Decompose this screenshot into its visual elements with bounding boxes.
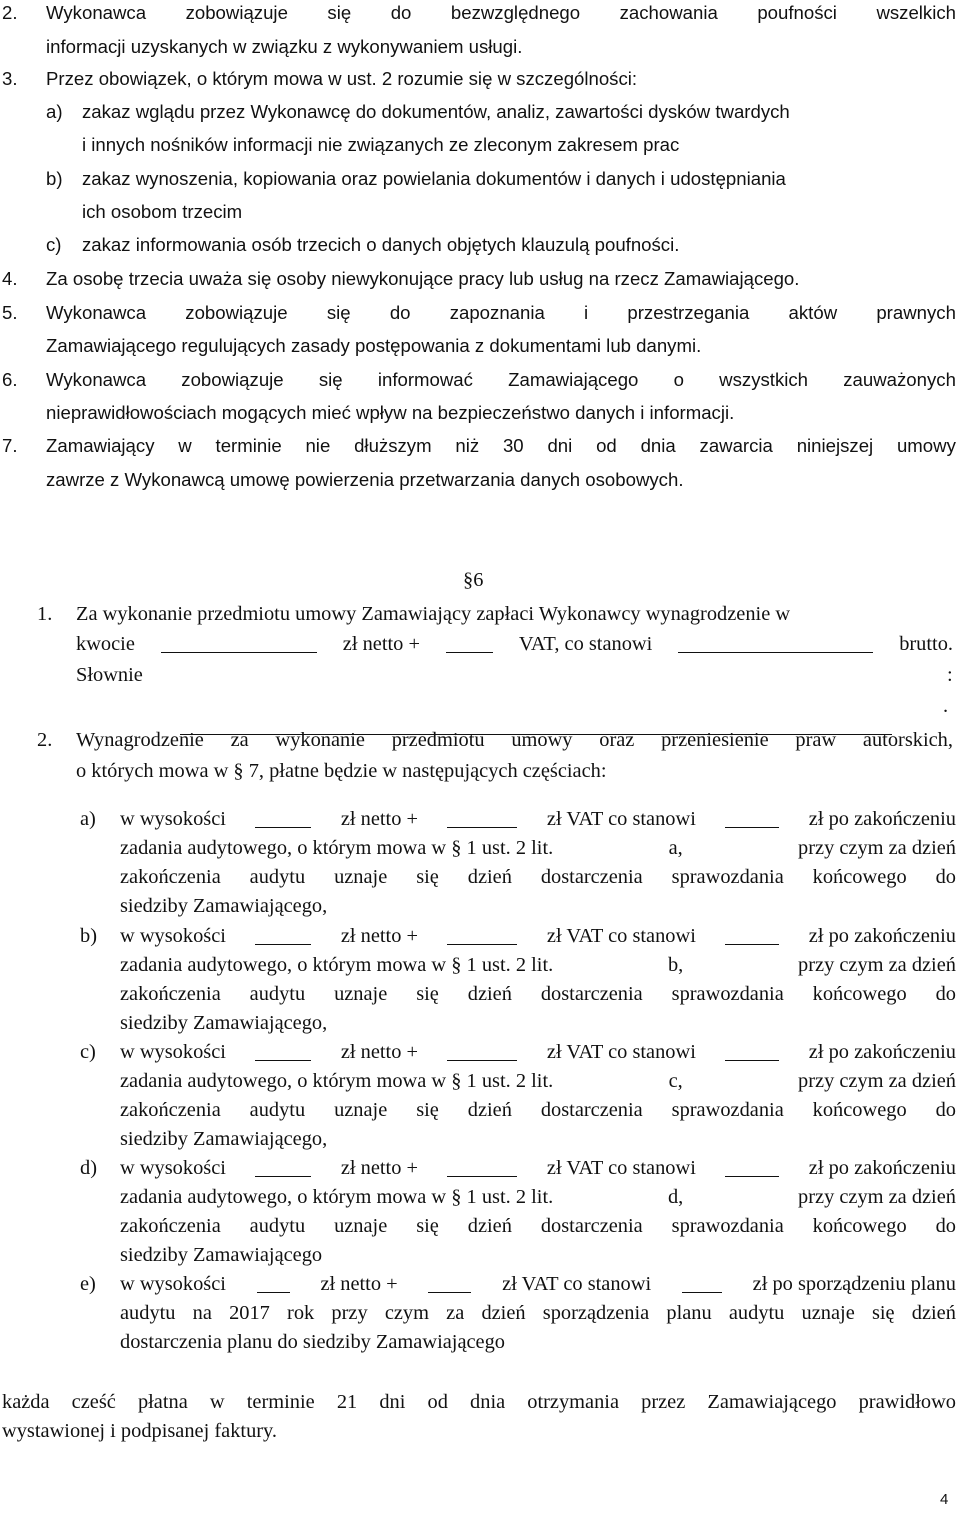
para-3-number: 3. — [2, 68, 18, 89]
zakonczenia — [120, 984, 956, 1004]
net-blank[interactable] — [255, 1042, 311, 1061]
word: się — [326, 302, 351, 323]
word: dostarczenia — [540, 866, 643, 888]
word: dostarczenia — [540, 983, 643, 1005]
word: 21 — [336, 1391, 358, 1413]
word: od — [427, 1391, 448, 1413]
word: 2017 — [229, 1302, 270, 1324]
przy-czym: przy czym za dzień — [798, 837, 956, 859]
item-line-2 — [120, 838, 956, 858]
zadania: zadania audytowego, o którym mowa w § 1 ust. 2 lit. — [120, 837, 554, 859]
word: terminie — [215, 435, 282, 456]
word: dni — [547, 435, 573, 456]
word: się — [871, 1302, 895, 1324]
word: płatna — [137, 1391, 188, 1413]
word: 30 — [502, 435, 524, 456]
word: Wykonawca — [46, 369, 147, 390]
gross-amount-blank[interactable] — [678, 634, 873, 653]
item-letter: b) — [80, 925, 97, 947]
word: uznaje — [334, 866, 388, 888]
zadania: zadania audytowego, o którym mowa w § 1 ust. 2 lit. — [120, 1070, 554, 1092]
para-b2-line-1 — [76, 730, 953, 750]
word: końcowego — [812, 866, 907, 888]
word: końcowego — [812, 1099, 907, 1121]
gross-blank[interactable] — [725, 1158, 779, 1177]
w-wysokosci: w wysokości — [120, 1157, 226, 1179]
word: audytu — [120, 1302, 176, 1324]
word: w — [178, 435, 192, 456]
vat-blank[interactable] — [428, 1274, 471, 1293]
word: zapoznania — [449, 302, 545, 323]
word: nie — [305, 435, 331, 456]
para-6-number: 6. — [2, 369, 18, 390]
word: dzień — [467, 1215, 512, 1237]
word: rok — [287, 1302, 315, 1324]
word: sprawozdania — [671, 983, 784, 1005]
word: na — [192, 1302, 212, 1324]
word: dłuższym — [354, 435, 432, 456]
word: Wynagrodzenie — [76, 729, 204, 751]
para-b1-number: 1. — [37, 603, 53, 625]
word: do — [390, 2, 412, 23]
word: dnia — [470, 1391, 506, 1413]
zakonczenia — [120, 867, 956, 887]
zl-vat: zł VAT co stanowi — [546, 925, 696, 947]
word: i — [584, 302, 589, 323]
word: zakończenia — [120, 983, 221, 1005]
word: zakończenia — [120, 1215, 221, 1237]
word: uznaje — [334, 1215, 388, 1237]
para-6-line-1 — [46, 371, 956, 390]
word: zawarcia — [699, 435, 773, 456]
word: uznaje — [801, 1302, 855, 1324]
para-5-line-1 — [46, 304, 956, 323]
word: Zamawiającego — [707, 1391, 837, 1413]
item-line-3 — [120, 1216, 956, 1236]
para-b1-line-1: Za wykonanie przedmiotu umowy Zamawiający zapłaci Wykonawcy wynagrodzenie w — [76, 603, 791, 625]
word: przeniesienie — [661, 729, 769, 751]
vat-blank[interactable] — [447, 926, 517, 945]
zl-netto: zł netto + — [320, 1273, 398, 1295]
word: audytu — [728, 1302, 785, 1324]
item-b-letter: b) — [46, 168, 63, 189]
para-7-number: 7. — [2, 435, 18, 456]
amount-in-words-period: . — [943, 695, 949, 717]
para-2-number: 2. — [2, 2, 18, 23]
word: do — [935, 866, 956, 888]
word: się — [416, 1099, 439, 1121]
item-b-line-1: zakaz wynoszenia, kopiowania oraz powielania dokumentów i danych i udostępniania — [82, 168, 786, 189]
text — [46, 304, 956, 323]
item-line-1 — [120, 809, 956, 829]
przy-czym: przy czym za dzień — [798, 1186, 956, 1208]
word: do — [935, 1099, 956, 1121]
word: zobowiązuje — [185, 302, 288, 323]
word: zobowiązuje — [185, 2, 288, 23]
word: dostarczenia — [540, 1099, 643, 1121]
para-2-line-2: informacji uzyskanych w związku z wykonywaniem usługi. — [46, 36, 523, 57]
para-5-number: 5. — [2, 302, 18, 323]
word: się — [416, 1215, 439, 1237]
word: zobowiązuje — [181, 369, 284, 390]
vat-blank[interactable] — [447, 1042, 517, 1061]
item-line-4: siedziby Zamawiającego, — [120, 895, 328, 917]
word: autorskich, — [862, 729, 953, 751]
item-letter: e) — [80, 1273, 96, 1295]
zl-netto: zł netto + — [340, 1041, 419, 1063]
word: niniejszej — [796, 435, 874, 456]
item-line-3 — [120, 984, 956, 1004]
w-wysokosci: w wysokości — [120, 808, 226, 830]
zl-po-zakonczeniu: zł po zakończeniu — [808, 808, 956, 830]
para-7-line-1 — [46, 437, 956, 456]
word: każda — [2, 1391, 50, 1413]
word: audytu — [249, 1099, 306, 1121]
text — [2, 1392, 956, 1412]
vat-blank[interactable] — [447, 809, 517, 828]
word: prawnych — [876, 302, 956, 323]
item-line-3 — [120, 1100, 956, 1120]
word: aktów — [788, 302, 838, 323]
zl-vat: zł VAT co stanowi — [502, 1273, 652, 1295]
word: informować — [377, 369, 473, 390]
word: za — [446, 1302, 465, 1324]
word: dzień — [911, 1302, 956, 1324]
net-blank[interactable] — [257, 1274, 290, 1293]
word: końcowego — [812, 983, 907, 1005]
w-wysokosci: w wysokości — [120, 925, 226, 947]
zl-po-sporzadzeniu: zł po sporządzeniu planu — [752, 1273, 956, 1295]
word: zauważonych — [843, 369, 956, 390]
word: dzień — [467, 866, 512, 888]
word: Wykonawca — [46, 302, 147, 323]
word: dzień — [467, 983, 512, 1005]
word: przy — [331, 1302, 368, 1324]
para-4-line-1: Za osobę trzecia uważa się osoby niewykonujące pracy lub usług na rzecz Zamawiającego. — [46, 268, 800, 289]
word: prawidłowo — [858, 1391, 956, 1413]
word: zachowania — [619, 2, 718, 23]
item-line-2 — [120, 1303, 956, 1323]
zl-po-zakonczeniu: zł po zakończeniu — [808, 925, 956, 947]
word: terminie — [246, 1391, 315, 1413]
word: Zamawiający — [46, 435, 155, 456]
word: Wykonawca — [46, 2, 147, 23]
net-amount-blank[interactable] — [161, 634, 317, 653]
zadania: zadania audytowego, o którym mowa w § 1 ust. 2 lit. — [120, 1186, 554, 1208]
word: sprawozdania — [671, 1215, 784, 1237]
item-line-1 — [120, 1158, 956, 1178]
section-heading: §6 — [463, 569, 484, 591]
para-b1-amount-line — [76, 634, 953, 654]
word: dzień — [467, 1099, 512, 1121]
text — [46, 4, 956, 23]
word: dostarczenia — [540, 1215, 643, 1237]
zl-netto: zł netto + — [340, 808, 419, 830]
word: poufności — [757, 2, 837, 23]
final-line-1 — [2, 1392, 956, 1412]
word: zakończenia — [120, 866, 221, 888]
word: przez — [641, 1391, 686, 1413]
word: wykonanie — [275, 729, 365, 751]
zakonczenia — [120, 1100, 956, 1120]
item-line-1 — [120, 926, 956, 946]
item-letter: d) — [80, 1157, 97, 1179]
item-c-line-1: zakaz informowania osób trzecich o danych objętych klauzulą poufności. — [82, 234, 680, 255]
word: uznaje — [334, 983, 388, 1005]
word: bezwzględnego — [450, 2, 581, 23]
word: dnia — [640, 435, 676, 456]
para-3-line-1: Przez obowiązek, o którym mowa w ust. 2 rozumie się w szczególności: — [46, 68, 638, 89]
zadania: zadania audytowego, o którym mowa w § 1 ust. 2 lit. — [120, 954, 554, 976]
word: się — [327, 2, 352, 23]
word: się — [416, 983, 439, 1005]
slownie-colon: : — [947, 664, 953, 686]
word: umowy — [511, 729, 573, 751]
lit-value: d, — [667, 1186, 684, 1208]
gross-blank[interactable] — [725, 926, 779, 945]
word: sprawozdania — [671, 1099, 784, 1121]
word: Zamawiającego — [508, 369, 639, 390]
net-blank[interactable] — [255, 809, 311, 828]
word: audytu — [249, 983, 306, 1005]
vat-amount-blank[interactable] — [446, 634, 493, 653]
word: do — [389, 302, 411, 323]
word: się — [318, 369, 343, 390]
word: niż — [455, 435, 480, 456]
item-letter: c) — [80, 1041, 96, 1063]
item-line-3: dostarczenia planu do siedziby Zamawiającego — [120, 1331, 505, 1353]
word: dzień — [481, 1302, 526, 1324]
w-wysokosci: w wysokości — [120, 1041, 226, 1063]
item-line-2 — [120, 1071, 956, 1091]
zl-vat: zł VAT co stanowi — [546, 808, 696, 830]
item-line-3 — [120, 867, 956, 887]
lit-value: b, — [667, 954, 684, 976]
word: czym — [384, 1302, 429, 1324]
lit-value: a, — [668, 837, 683, 859]
zakonczenia — [120, 1216, 956, 1236]
kwocie-label: kwocie — [76, 633, 135, 655]
vat-blank[interactable] — [447, 1158, 517, 1177]
para-2-line-1 — [46, 4, 956, 23]
page-number: 4 — [940, 1491, 949, 1508]
word: wszelkich — [876, 2, 956, 23]
text — [46, 437, 956, 456]
word: od — [596, 435, 617, 456]
net-blank[interactable] — [255, 926, 311, 945]
item-line-2 — [120, 1187, 956, 1207]
item-b-line-2: ich osobom trzecim — [82, 201, 243, 222]
word: do — [935, 983, 956, 1005]
przy-czym: przy czym za dzień — [798, 1070, 956, 1092]
w-wysokosci: w wysokości — [120, 1273, 226, 1295]
word: otrzymania — [527, 1391, 619, 1413]
przy-czym: przy czym za dzień — [798, 954, 956, 976]
para-b2-number: 2. — [37, 729, 53, 751]
word: się — [416, 866, 439, 888]
slownie-label: Słownie — [76, 664, 143, 686]
net-blank[interactable] — [255, 1158, 311, 1177]
item-a-line-2: i innych nośników informacji nie związanych ze zleconym zakresem prac — [82, 134, 680, 155]
text — [120, 1303, 956, 1323]
word: praw — [795, 729, 837, 751]
word: uznaje — [334, 1099, 388, 1121]
item-letter: a) — [80, 808, 96, 830]
para-6-line-2: nieprawidłowościach mogących mieć wpływ na bezpieczeństwo danych i informacji. — [46, 402, 735, 423]
word: oraz — [599, 729, 635, 751]
item-c-letter: c) — [46, 234, 62, 255]
item-a-letter: a) — [46, 101, 63, 122]
para-7-line-2: zawrze z Wykonawcą umowę powierzenia przetwarzania danych osobowych. — [46, 469, 684, 490]
gross-blank[interactable] — [725, 809, 779, 828]
item-a-line-1: zakaz wglądu przez Wykonawcę do dokumentów, analiz, zawartości dysków twardych — [82, 101, 790, 122]
word: audytu — [249, 1215, 306, 1237]
word: cześć — [71, 1391, 116, 1413]
zl-vat: zł VAT co stanowi — [546, 1041, 696, 1063]
zl-po-zakonczeniu: zł po zakończeniu — [808, 1157, 956, 1179]
zl-netto: zł netto + — [340, 925, 419, 947]
word: sprawozdania — [671, 866, 784, 888]
word: dni — [379, 1391, 406, 1413]
final-line-2: wystawionej i podpisanej faktury. — [2, 1420, 278, 1442]
para-b2-line-2: o których mowa w § 7, płatne będzie w następujących częściach: — [76, 760, 607, 782]
brutto-label: brutto. — [899, 633, 953, 655]
zl-netto-label: zł netto + — [342, 633, 420, 655]
word: w — [209, 1391, 225, 1413]
word: wszystkich — [719, 369, 809, 390]
item-line-1 — [120, 1274, 956, 1294]
word: umowy — [896, 435, 956, 456]
lit-value: c, — [668, 1070, 683, 1092]
para-4-number: 4. — [2, 268, 18, 289]
word: przestrzegania — [627, 302, 750, 323]
gross-blank[interactable] — [682, 1274, 722, 1293]
word: przedmiotu — [391, 729, 485, 751]
item-line-1 — [120, 1042, 956, 1062]
zl-vat: zł VAT co stanowi — [546, 1157, 696, 1179]
gross-blank[interactable] — [725, 1042, 779, 1061]
text — [46, 371, 956, 390]
word: do — [935, 1215, 956, 1237]
para-5-line-2: Zamawiającego regulujących zasady postępowania z dokumentami lub danymi. — [46, 335, 702, 356]
vat-label: VAT, co stanowi — [518, 633, 653, 655]
word: za — [230, 729, 249, 751]
word: sporządzenia — [542, 1302, 650, 1324]
item-line-4: siedziby Zamawiającego — [120, 1244, 323, 1266]
word: końcowego — [812, 1215, 907, 1237]
item-line-2 — [120, 955, 956, 975]
word: zakończenia — [120, 1099, 221, 1121]
word: planu — [666, 1302, 712, 1324]
item-line-4: siedziby Zamawiającego, — [120, 1128, 328, 1150]
zl-netto: zł netto + — [340, 1157, 419, 1179]
zl-po-zakonczeniu: zł po zakończeniu — [808, 1041, 956, 1063]
word: o — [673, 369, 684, 390]
text — [76, 730, 953, 750]
item-line-4: siedziby Zamawiającego, — [120, 1012, 328, 1034]
word: audytu — [249, 866, 306, 888]
